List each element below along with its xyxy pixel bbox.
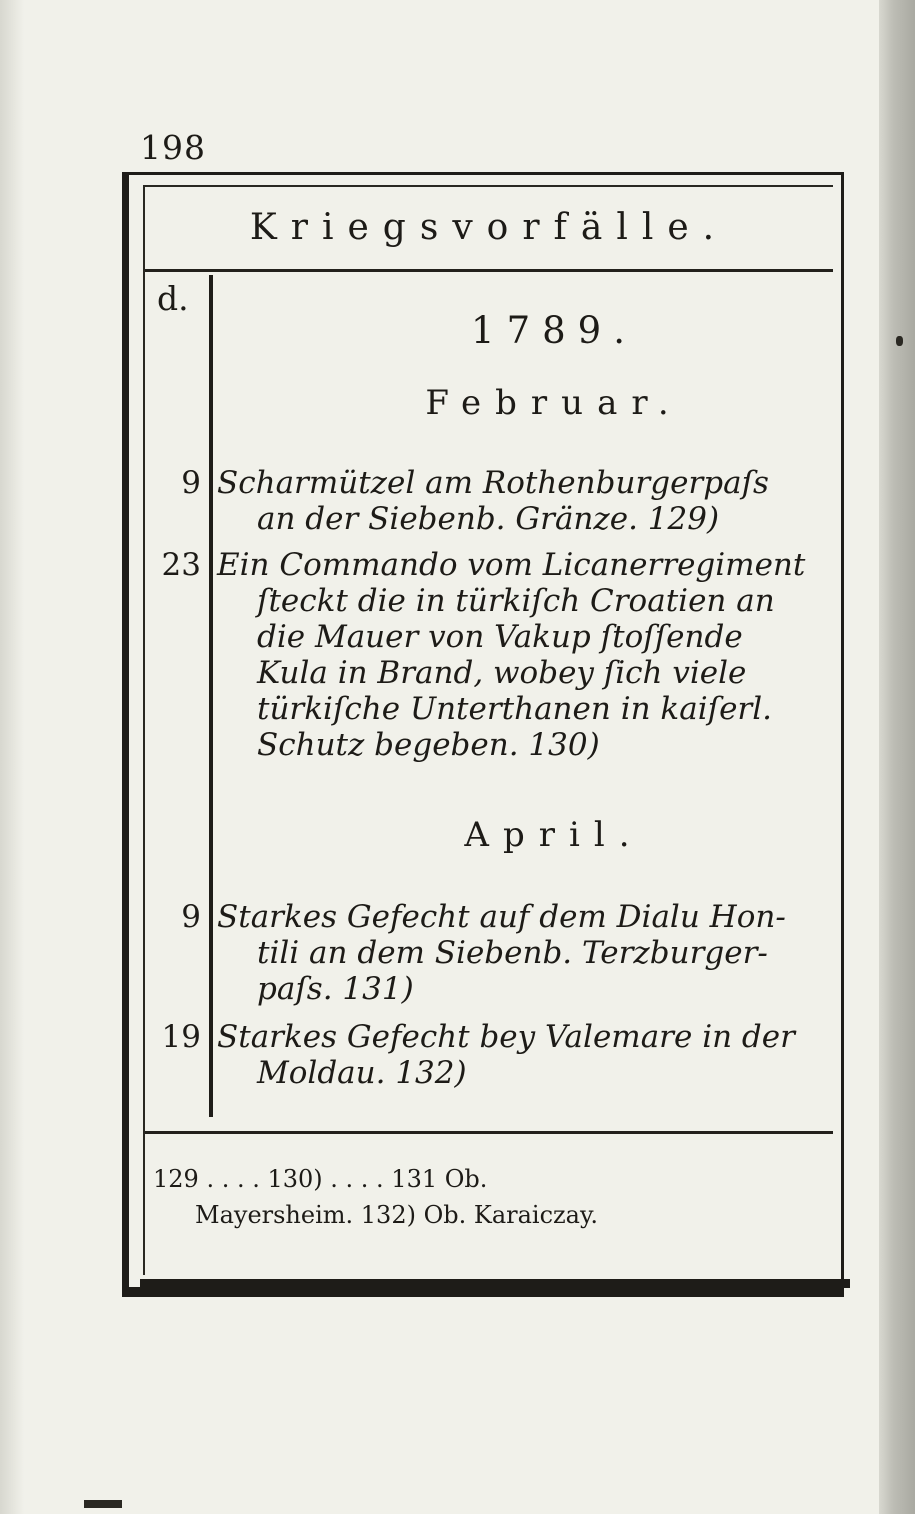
entry-line: an der Siebenb. Gränze. 129) bbox=[257, 501, 720, 537]
month-heading: April. bbox=[464, 815, 644, 855]
entry-line: Starkes Gefecht bey Valemare in der bbox=[217, 1019, 795, 1055]
divider bbox=[145, 1131, 833, 1134]
entry-text bbox=[217, 465, 829, 537]
entry-line: paſs. 131) bbox=[257, 971, 414, 1007]
entry-line: Schutz begeben. 130) bbox=[257, 727, 600, 763]
month-heading: Februar. bbox=[425, 383, 683, 423]
entry-day: 19 bbox=[161, 1019, 201, 1055]
entry-text bbox=[217, 1019, 829, 1091]
entry-line: Kula in Brand, wobey ſich viele bbox=[257, 655, 747, 691]
entry-line: türkiſche Unterthanen in kaiſerl. bbox=[257, 691, 773, 727]
divider bbox=[145, 269, 833, 272]
bottom-rule bbox=[140, 1279, 850, 1288]
ink-speck bbox=[84, 1500, 122, 1508]
entry-text bbox=[217, 899, 829, 1007]
footnotes bbox=[153, 1161, 829, 1233]
entry-day: 23 bbox=[161, 547, 201, 583]
page-number: 198 bbox=[140, 128, 206, 167]
page-edge bbox=[879, 0, 915, 1514]
ink-speck bbox=[896, 336, 903, 346]
entry-line: die Mauer von Vakup ſtoſſende bbox=[257, 619, 743, 655]
footnote-line: Mayersheim. 132) Ob. Karaiczay. bbox=[195, 1201, 598, 1229]
entry-line: Starkes Gefecht auf dem Dialu Hon- bbox=[217, 899, 786, 935]
entry-day: 9 bbox=[181, 899, 201, 935]
entry-line: Scharmützel am Rothenburgerpaſs bbox=[217, 465, 769, 501]
year-heading: 1789. bbox=[471, 309, 637, 352]
entry-line: tili an dem Siebenb. Terzburger- bbox=[257, 935, 768, 971]
entry-text bbox=[217, 547, 829, 763]
table-inner bbox=[143, 185, 833, 1275]
page-title: Kriegsvorfälle. bbox=[249, 207, 729, 248]
column-label: d. bbox=[157, 279, 189, 318]
table-frame bbox=[122, 172, 844, 1297]
entry-line: ſteckt die in türkiſch Croatien an bbox=[257, 583, 775, 619]
column-divider bbox=[209, 275, 213, 1117]
entry-line: Ein Commando vom Licanerregiment bbox=[217, 547, 806, 583]
footnote-line: 129 . . . . 130) . . . . 131 Ob. bbox=[153, 1165, 488, 1193]
entry-day: 9 bbox=[181, 465, 201, 501]
entry-line: Moldau. 132) bbox=[257, 1055, 467, 1091]
gutter-shadow bbox=[0, 0, 24, 1514]
